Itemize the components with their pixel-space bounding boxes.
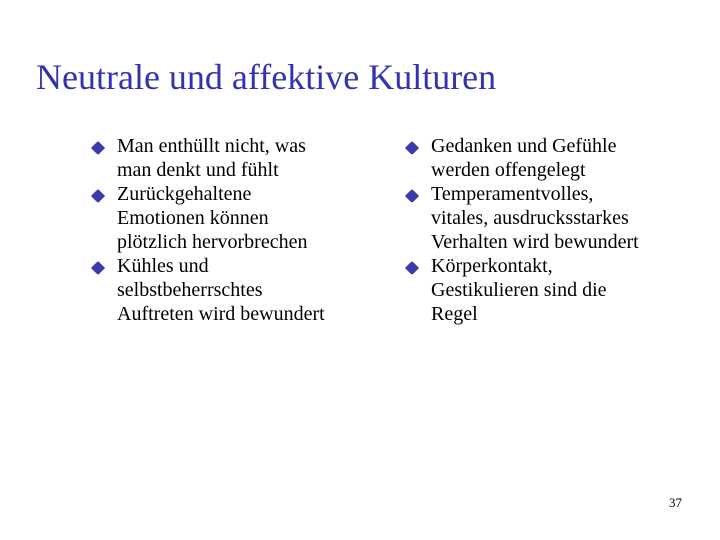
- bullet-line: Temperamentvolles,: [431, 183, 594, 205]
- diamond-bullet-icon: [405, 189, 419, 203]
- bullet-item: [404, 182, 704, 254]
- bullet-line: man denkt und fühlt: [117, 159, 279, 181]
- bullet-line: Man enthüllt nicht, was: [117, 135, 306, 157]
- bullet-line: Körperkontakt,: [431, 255, 553, 277]
- bullet-line: selbstbeherrschtes: [117, 279, 263, 301]
- bullet-line: Verhalten wird bewundert: [431, 231, 639, 253]
- diamond-bullet-icon: [405, 141, 419, 155]
- diamond-bullet-icon: [91, 189, 105, 203]
- right-column-bullets: [404, 134, 704, 326]
- bullet-line: Gedanken und Gefühle: [431, 135, 617, 157]
- diamond-bullet-icon: [91, 141, 105, 155]
- bullet-line: Zurückgehaltene: [117, 183, 252, 205]
- bullet-line: werden offengelegt: [431, 159, 586, 181]
- bullet-line: Emotionen können: [117, 207, 269, 229]
- bullet-item: [404, 134, 704, 182]
- left-column-bullets: [90, 134, 380, 326]
- bullet-item: [90, 254, 380, 326]
- bullet-item: [404, 254, 704, 326]
- diamond-bullet-icon: [91, 261, 105, 275]
- diamond-bullet-icon: [405, 261, 419, 275]
- bullet-line: plötzlich hervorbrechen: [117, 231, 308, 253]
- bullet-item: [90, 182, 380, 254]
- bullet-line: Kühles und: [117, 255, 209, 277]
- bullet-line: Regel: [431, 303, 478, 325]
- slide-title: Neutrale und affektive Kulturen: [36, 57, 497, 97]
- bullet-line: vitales, ausdrucksstarkes: [431, 207, 629, 229]
- page-number: 37: [669, 495, 682, 510]
- bullet-item: [90, 134, 380, 182]
- bullet-line: Auftreten wird bewundert: [117, 303, 325, 325]
- bullet-line: Gestikulieren sind die: [431, 279, 607, 301]
